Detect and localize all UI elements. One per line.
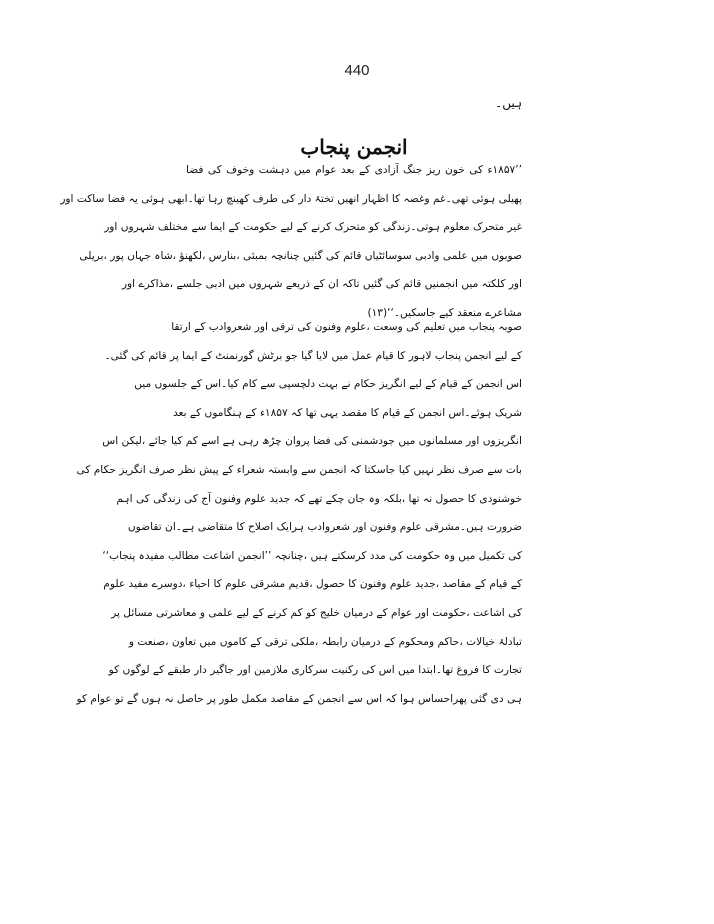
text-line: خوشنودی کا حصول نہ تھا ،بلکہ وہ جان چکے تھے کہ جدید علوم وفنون آج کی زندگی کی اہم (116, 492, 522, 505)
text-line: تجارت کا فروغ تھا۔ابتدا میں اس کی رکنیت سرکاری ملازمین اور جاگیر دار طبقے کے لوگوں کو (108, 664, 522, 677)
text-line: بات سے صرف نظر نہیں کیا جاسکتا کہ انجمن سے وابستہ شعراء کے پیش نظر صرف انگریز حکام کی (76, 463, 522, 476)
previous-page-end-text: ہیں۔ (495, 96, 522, 110)
page-number: 440 (344, 62, 370, 79)
text-line: کے قیام کے مقاصد ،جدید علوم وفنون کا حصول ،قدیم مشرقی علوم کا احیاء ،دوسرے مفید علوم (103, 578, 522, 591)
text-line: کے لیے انجمن پنجاب لاہور کا قیام عمل میں لایا گیا جو برٹش گورنمنٹ کے ایما پر قائم کی گئی۔ (104, 349, 522, 362)
text-line: ’’۱۸۵۷ء کی خون ریز جنگ آزادی کے بعد عوام میں دہشت وخوف کی فضا (186, 164, 522, 176)
text-line: صوبہ پنجاب میں تعلیم کی وسعت ،علوم وفنون کی ترقی اور شعروادب کے ارتقا (171, 321, 522, 333)
text-line: غیر متحرک معلوم ہوتی۔زندگی کو متحرک کرنے کے لیے حکومت کے ایما سے مختلف شہروں اور (104, 221, 522, 234)
text-line: انگریزوں اور مسلمانوں میں جودشمنی کی فضا پروان چڑھ رہی ہے اسے کم کیا جائے ،لیکن اس (102, 435, 522, 448)
text-line: کی تکمیل میں وہ حکومت کی مدد کرسکتے ہیں ،چنانچہ ’’انجمن اشاعت مطالب مفیدہ پنجاب‘‘ (102, 549, 522, 562)
section-heading: انجمن پنجاب (300, 135, 408, 159)
quoted-paragraph (60, 156, 522, 328)
text-line: ضرورت ہیں۔مشرقی علوم وفنون اور شعروادب ہرایک اصلاح کا متقاضی ہے۔ان تقاضوں (127, 521, 522, 534)
text-line: پھیلی ہوئی تھی۔غم وغصہ کا اظہار انھیں تختۂ دار کی طرف کھینچ رہا تھا۔ابھی ہوئی یہ فضا ساکت اور (60, 192, 522, 205)
text-line: اس انجمن کے قیام کے لیے انگریز حکام نے بہت دلچسپی سے کام کیا۔اس کے جلسوں میں (134, 378, 522, 391)
text-line: ہی دی گئی پھراحساس ہوا کہ اس سے انجمن کے مقاصد مکمل طور پر حاصل نہ ہوں گے تو عوام کو (76, 692, 522, 705)
text-line: تبادلۂ خیالات ،حاکم ومحکوم کے درمیان رابطہ ،ملکی ترقی کے کاموں میں تعاون ،صنعت و (128, 635, 522, 648)
body-paragraph (76, 313, 522, 713)
text-line: شریک ہوئے۔اس انجمن کے قیام کا مقصد یہی تھا کہ ۱۸۵۷ء کے ہنگاموں کے بعد (172, 406, 522, 419)
text-line: کی اشاعت ،حکومت اور عوام کے درمیان خلیج کو کم کرنے کے لیے علمی و معاشرتی مسائل پر (111, 606, 522, 619)
text-line: مشاعرے منعقد کیے جاسکیں۔‘‘(۱۳) (367, 306, 522, 319)
text-line: صوبوں میں علمی وادبی سوسائٹیاں قائم کی گئیں چنانچہ بمبئی ،بنارس ،لکھنؤ ،شاہ جہاں پور ،بریلی (79, 249, 522, 262)
text-line: اور کلکتہ میں انجمنیں قائم کی گئیں تاکہ ان کے ذریعے شہروں میں ادبی جلسے ،مذاکرے اور (121, 278, 522, 291)
